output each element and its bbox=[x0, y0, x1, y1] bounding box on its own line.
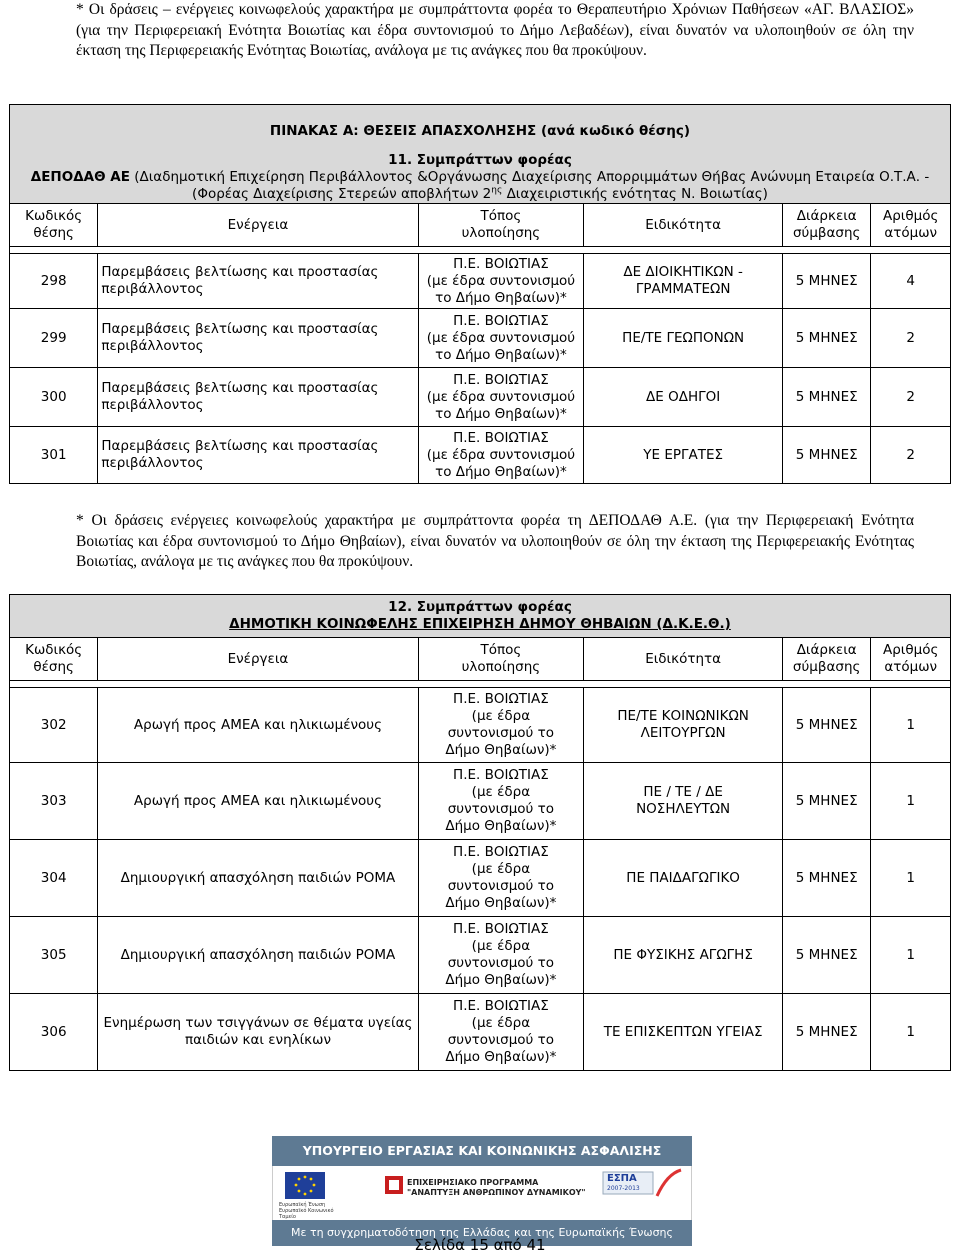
page-number: Σελίδα 15 από 41 bbox=[414, 1236, 546, 1254]
ministry-title: ΥΠΟΥΡΓΕΙΟ ΕΡΓΑΣΙΑΣ ΚΑΙ ΚΟΙΝΩΝΙΚΗΣ ΑΣΦΑΛΙΣΗΣ bbox=[272, 1136, 692, 1166]
table1-header-row bbox=[10, 204, 951, 247]
row-place: Π.Ε. ΒΟΙΩΤΙΑΣ (με έδρα συντονισμού το Δήμο Θηβαίων)* bbox=[418, 254, 584, 309]
row-action: Παρεμβάσεις βελτίωσης και προστασίας περιβάλλοντος bbox=[98, 368, 418, 427]
col-count-header: Αριθμός ατόμων bbox=[871, 638, 951, 681]
table-row bbox=[10, 427, 951, 484]
row-count: 2 bbox=[871, 309, 951, 368]
table-row bbox=[10, 994, 951, 1071]
row-specialty: ΔΕ ΔΙΟΙΚΗΤΙΚΩΝ - ΓΡΑΜΜΑΤΕΩΝ bbox=[584, 254, 783, 309]
row-specialty: ΠΕ ΦΥΣΙΚΗΣ ΑΓΩΓΗΣ bbox=[584, 917, 783, 994]
row-place: Π.Ε. ΒΟΙΩΤΙΑΣ (με έδρα συντονισμού το Δήμο Θηβαίων)* bbox=[418, 427, 584, 484]
program-label: ΕΠΙΧΕΙΡΗΣΙΑΚΟ ΠΡΟΓΡΑΜΜΑ "ΑΝΑΠΤΥΞΗ ΑΝΘΡΩΠΙΝΟΥ ΔΥΝΑΜΙΚΟΥ" bbox=[407, 1178, 586, 1197]
col-action-header: Ενέργεια bbox=[98, 638, 418, 681]
row-code: 306 bbox=[10, 994, 98, 1071]
row-duration: 5 ΜΗΝΕΣ bbox=[783, 917, 871, 994]
col-action-header: Ενέργεια bbox=[98, 204, 418, 247]
row-duration: 5 ΜΗΝΕΣ bbox=[783, 994, 871, 1071]
row-place: Π.Ε. ΒΟΙΩΤΙΑΣ (με έδρα συντονισμού το Δήμο Θηβαίων)* bbox=[418, 917, 584, 994]
row-code: 305 bbox=[10, 917, 98, 994]
row-place: Π.Ε. ΒΟΙΩΤΙΑΣ (με έδρα συντονισμού το Δήμο Θηβαίων)* bbox=[418, 309, 584, 368]
row-count: 2 bbox=[871, 427, 951, 484]
row-action: Παρεμβάσεις βελτίωσης και προστασίας περιβάλλοντος bbox=[98, 427, 418, 484]
row-action: Παρεμβάσεις βελτίωσης και προστασίας περιβάλλοντος bbox=[98, 254, 418, 309]
row-code: 300 bbox=[10, 368, 98, 427]
row-place: Π.Ε. ΒΟΙΩΤΙΑΣ (με έδρα συντονισμού το Δήμο Θηβαίων)* bbox=[418, 840, 584, 917]
row-place: Π.Ε. ΒΟΙΩΤΙΑΣ (με έδρα συντονισμού το Δήμο Θηβαίων)* bbox=[418, 688, 584, 763]
cofunding-note: Με τη συγχρηματοδότηση της Ελλάδας και της Ευρωπαϊκής Ένωσης bbox=[272, 1220, 692, 1246]
table2-partner-name: ΔΗΜΟΤΙΚΗ ΚΟΙΝΩΦΕΛΗΣ ΕΠΙΧΕΙΡΗΣΗ ΔΗΜΟΥ ΘΗΒΑΙΩΝ (Δ.Κ.Ε.Θ.) bbox=[229, 616, 731, 632]
row-count: 1 bbox=[871, 763, 951, 840]
row-specialty: ΠΕ/ΤΕ ΚΟΙΝΩΝΙΚΩΝ ΛΕΙΤΟΥΡΓΩΝ bbox=[584, 688, 783, 763]
table2-header-row bbox=[10, 638, 951, 681]
row-action: Αρωγή προς ΑΜΕΑ και ηλικιωμένους bbox=[98, 688, 418, 763]
row-place: Π.Ε. ΒΟΙΩΤΙΑΣ (με έδρα συντονισμού το Δήμο Θηβαίων)* bbox=[418, 763, 584, 840]
row-code: 298 bbox=[10, 254, 98, 309]
table2-partner-heading: 12. Συμπράττων φορέας bbox=[388, 599, 572, 615]
table-row bbox=[10, 368, 951, 427]
row-action: Παρεμβάσεις βελτίωσης και προστασίας περιβάλλοντος bbox=[98, 309, 418, 368]
funding-logos bbox=[272, 1166, 692, 1220]
row-code: 301 bbox=[10, 427, 98, 484]
row-duration: 5 ΜΗΝΕΣ bbox=[783, 254, 871, 309]
row-specialty: ΠΕ ΠΑΙΔΑΓΩΓΙΚΟ bbox=[584, 840, 783, 917]
espa-label: ΕΣΠΑ 2007-2013 bbox=[607, 1173, 640, 1192]
table1-partner-desc-2b: Διαχειριστικής ενότητας Ν. Βοιωτίας) bbox=[502, 186, 768, 202]
table-row bbox=[10, 917, 951, 994]
eu-label: Ευρωπαϊκή Ένωση Ευρωπαϊκό Κοινωνικό Ταμείο bbox=[279, 1202, 334, 1220]
table1-partner-desc-sup: ης bbox=[491, 185, 503, 196]
row-code: 299 bbox=[10, 309, 98, 368]
positions-table-2 bbox=[9, 594, 951, 1071]
col-specialty-header: Ειδικότητα bbox=[584, 638, 783, 681]
row-action: Δημιουργική απασχόληση παιδιών ΡΟΜΑ bbox=[98, 840, 418, 917]
positions-table-1 bbox=[9, 104, 951, 484]
table-row bbox=[10, 254, 951, 309]
row-duration: 5 ΜΗΝΕΣ bbox=[783, 427, 871, 484]
row-action: Δημιουργική απασχόληση παιδιών ΡΟΜΑ bbox=[98, 917, 418, 994]
note-paragraph: * Οι δράσεις ενέργειες κοινωφελούς χαρακτήρα με συμπράττοντα φορέα τη ΔΕΠΟΔΑΘ Α.Ε. (για την Περιφερειακή Ενότητα Βοιωτίας και έδρα συντονισμού το Δήμο Θηβαίων), είναι δυνατόν να υλοποιηθούν σε όλη την έκταση της Περιφερειακής Ενότητας Βοιωτίας, ανάλογα με τις ανάγκες που θα προκύψουν. bbox=[76, 512, 914, 570]
row-duration: 5 ΜΗΝΕΣ bbox=[783, 368, 871, 427]
col-place-header: Τόπος υλοποίησης bbox=[418, 638, 584, 681]
row-code: 303 bbox=[10, 763, 98, 840]
col-count-header: Αριθμός ατόμων bbox=[871, 204, 951, 247]
table-row bbox=[10, 688, 951, 763]
row-count: 1 bbox=[871, 994, 951, 1071]
table-row bbox=[10, 840, 951, 917]
row-duration: 5 ΜΗΝΕΣ bbox=[783, 763, 871, 840]
row-count: 1 bbox=[871, 840, 951, 917]
row-action: Ενημέρωση των τσιγγάνων σε θέματα υγείας παιδιών και ενηλίκων bbox=[98, 994, 418, 1071]
row-specialty: ΠΕ/ΤΕ ΓΕΩΠΟΝΩΝ bbox=[584, 309, 783, 368]
table1-title: ΠΙΝΑΚΑΣ Α: ΘΕΣΕΙΣ ΑΠΑΣΧΟΛΗΣΗΣ (ανά κωδικό θέσης) bbox=[269, 123, 691, 139]
row-action: Αρωγή προς ΑΜΕΑ και ηλικιωμένους bbox=[98, 763, 418, 840]
row-count: 1 bbox=[871, 917, 951, 994]
table-row bbox=[10, 763, 951, 840]
row-duration: 5 ΜΗΝΕΣ bbox=[783, 840, 871, 917]
table1-partner-desc-2a: (Φορέας Διαχείρισης Στερεών αποβλήτων 2 bbox=[192, 186, 492, 202]
row-duration: 5 ΜΗΝΕΣ bbox=[783, 309, 871, 368]
row-count: 1 bbox=[871, 688, 951, 763]
table1-partner-desc-1: (Διαδημοτική Επιχείρηση Περιβάλλοντος &Οργάνωσης Διαχείρισης Απορριμμάτων Θήβας Ανώνυμη Εταιρεία Ο.Τ.Α. - bbox=[134, 169, 930, 185]
col-specialty-header: Ειδικότητα bbox=[584, 204, 783, 247]
table-row bbox=[10, 309, 951, 368]
funding-banner bbox=[272, 1136, 692, 1246]
col-code-header: Κωδικός θέσης bbox=[10, 204, 98, 247]
col-place-header: Τόπος υλοποίησης bbox=[418, 204, 584, 247]
table1-banner bbox=[10, 105, 951, 204]
row-specialty: ΤΕ ΕΠΙΣΚΕΠΤΩΝ ΥΓΕΙΑΣ bbox=[584, 994, 783, 1071]
col-duration-header: Διάρκεια σύμβασης bbox=[783, 638, 871, 681]
row-specialty: ΥΕ ΕΡΓΑΤΕΣ bbox=[584, 427, 783, 484]
row-count: 4 bbox=[871, 254, 951, 309]
row-duration: 5 ΜΗΝΕΣ bbox=[783, 688, 871, 763]
table2-banner bbox=[10, 595, 951, 638]
col-duration-header: Διάρκεια σύμβασης bbox=[783, 204, 871, 247]
row-specialty: ΔΕ ΟΔΗΓΟΙ bbox=[584, 368, 783, 427]
row-specialty: ΠΕ / ΤΕ / ΔΕ ΝΟΣΗΛΕΥΤΩΝ bbox=[584, 763, 783, 840]
row-place: Π.Ε. ΒΟΙΩΤΙΑΣ (με έδρα συντονισμού το Δήμο Θηβαίων)* bbox=[418, 368, 584, 427]
intro-paragraph: * Οι δράσεις – ενέργειες κοινωφελούς χαρακτήρα με συμπράττοντα φορέα το Θεραπευτήριο Χρόνιων Παθήσεων «ΑΓ. ΒΛΑΣΙΟΣ» (για την Περιφερειακή Ενότητα Βοιωτίας και έδρα συντονισμού το Δήμο Λεβαδέων), είναι δυνατόν να υλοποιηθούν σε όλη την έκταση της Περιφερειακής Ενότητας Βοιωτίας, ανάλογα με τις ανάγκες που θα προκύψουν. bbox=[76, 1, 914, 59]
row-code: 302 bbox=[10, 688, 98, 763]
table1-partner-name: ΔΕΠΟΔΑΘ ΑΕ bbox=[30, 169, 130, 185]
table1-partner-heading: 11. Συμπράττων φορέας bbox=[388, 152, 572, 168]
row-place: Π.Ε. ΒΟΙΩΤΙΑΣ (με έδρα συντονισμού το Δήμο Θηβαίων)* bbox=[418, 994, 584, 1071]
row-count: 2 bbox=[871, 368, 951, 427]
col-code-header: Κωδικός θέσης bbox=[10, 638, 98, 681]
row-code: 304 bbox=[10, 840, 98, 917]
